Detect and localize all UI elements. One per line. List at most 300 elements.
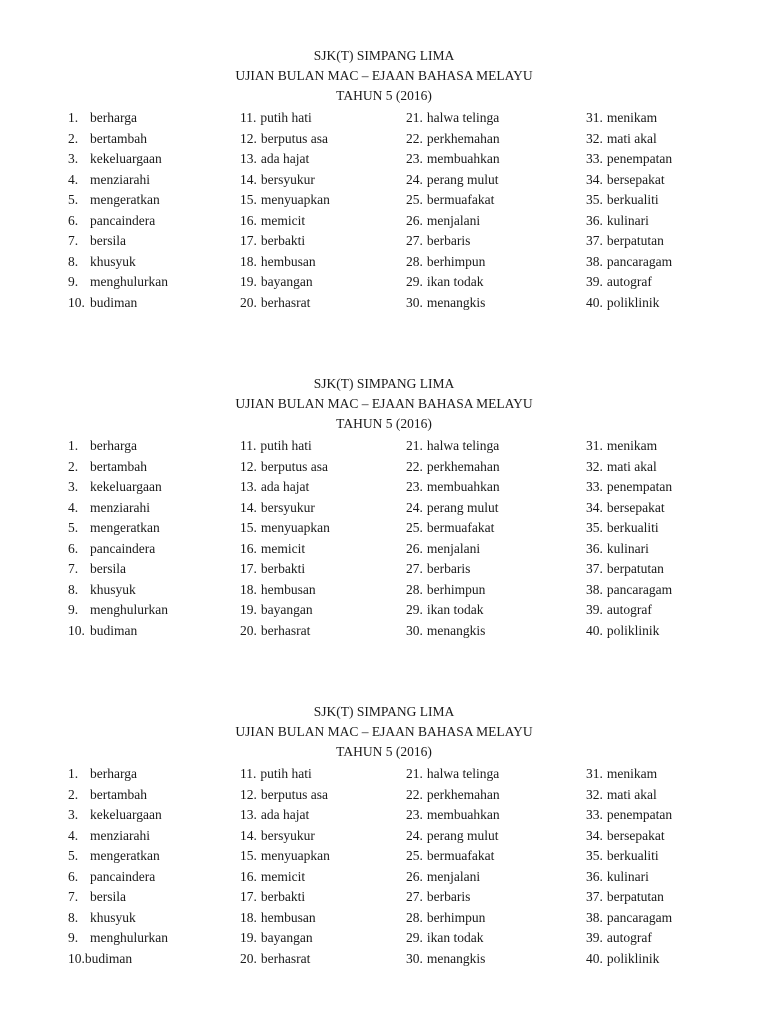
- spelling-word: bertambah: [90, 786, 147, 802]
- list-item: [68, 764, 137, 784]
- class-year: TAHUN 5 (2016): [336, 744, 432, 759]
- spelling-word: mati akal: [606, 786, 657, 802]
- spelling-word: ikan todak: [426, 930, 484, 945]
- spelling-word: berpatutan: [606, 561, 664, 576]
- list-item: [240, 867, 305, 887]
- list-item: [406, 498, 498, 518]
- spelling-word: autograf: [606, 930, 652, 945]
- spelling-word: berkualiti: [606, 848, 659, 863]
- list-item: [240, 272, 313, 292]
- item-number: 1.: [68, 766, 79, 781]
- item-number: 40.: [586, 622, 603, 638]
- item-number: 5.: [68, 848, 79, 863]
- list-item: [240, 826, 315, 846]
- list-item: [240, 928, 313, 948]
- item-number: 6.: [68, 868, 79, 884]
- item-number: 10.: [68, 294, 85, 310]
- item-number: 4.: [68, 171, 79, 187]
- item-number: 18.: [240, 909, 257, 925]
- spelling-word: menjalani: [426, 212, 481, 228]
- item-number: 32.: [586, 786, 603, 802]
- spelling-word: mati akal: [606, 130, 657, 146]
- spelling-word: pancaragam: [606, 909, 673, 925]
- spelling-word: budiman: [90, 622, 138, 638]
- item-number: 13.: [240, 807, 257, 822]
- spelling-word: pancaindera: [90, 212, 156, 228]
- spelling-word: memicit: [260, 868, 306, 884]
- spelling-word: halwa telinga: [426, 110, 500, 125]
- spelling-word: perang mulut: [426, 171, 499, 187]
- spelling-word: menjalani: [426, 868, 481, 884]
- spelling-word: ada hajat: [260, 807, 310, 822]
- list-item: [240, 252, 316, 272]
- list-item: [68, 211, 155, 231]
- item-number: 38.: [586, 581, 603, 597]
- spelling-word: berbaris: [426, 233, 471, 248]
- spelling-word: hembusan: [260, 581, 316, 597]
- item-number: 33.: [586, 479, 603, 494]
- list-item: [586, 211, 649, 231]
- spelling-word: penempatan: [606, 151, 673, 166]
- spelling-word: ada hajat: [260, 151, 310, 166]
- item-number: 29.: [406, 930, 423, 945]
- school-name: SJK(T) SIMPANG LIMA: [313, 376, 455, 391]
- list-item: [586, 108, 657, 128]
- list-item: [586, 908, 672, 928]
- item-number: 14.: [240, 171, 257, 187]
- list-item: [406, 908, 485, 928]
- list-item: [586, 498, 665, 518]
- item-number: 2.: [68, 458, 79, 474]
- spelling-word: menziarahi: [90, 171, 150, 187]
- spelling-word: ikan todak: [426, 274, 484, 289]
- spelling-word: poliklinik: [606, 622, 660, 638]
- spelling-word: membuahkan: [426, 807, 500, 822]
- spelling-word: berkualiti: [606, 192, 659, 207]
- list-item: [68, 600, 168, 620]
- list-item: [586, 949, 659, 969]
- spelling-word: pancaragam: [606, 253, 673, 269]
- list-item: [68, 518, 160, 538]
- item-number: 35.: [586, 520, 603, 535]
- spelling-word: menyuapkan: [260, 192, 330, 207]
- spelling-word: berputus asa: [260, 130, 328, 146]
- list-item: [240, 539, 305, 559]
- item-number: 34.: [586, 827, 603, 843]
- spelling-word: bertambah: [90, 130, 147, 146]
- list-item: [68, 231, 126, 251]
- list-item: [240, 436, 312, 456]
- list-item: [406, 129, 500, 149]
- list-item: [68, 457, 147, 477]
- spelling-word: bersyukur: [260, 171, 315, 187]
- list-item: [586, 887, 664, 907]
- item-number: 38.: [586, 253, 603, 269]
- item-number: 26.: [406, 540, 423, 556]
- spelling-word: bersila: [90, 233, 126, 248]
- item-number: 9.: [68, 602, 79, 617]
- spelling-word: kekeluargaan: [90, 479, 162, 494]
- spelling-word: menangkis: [426, 950, 486, 966]
- spelling-word: kulinari: [606, 540, 649, 556]
- item-number: 14.: [240, 827, 257, 843]
- item-number: 17.: [240, 889, 257, 904]
- item-number: 25.: [406, 848, 423, 863]
- spelling-word: halwa telinga: [426, 438, 500, 453]
- item-number: 6.: [68, 540, 79, 556]
- item-number: 19.: [240, 274, 257, 289]
- list-item: [240, 949, 310, 969]
- spelling-word: menghulurkan: [90, 602, 168, 617]
- spelling-word: berharga: [90, 766, 137, 781]
- list-item: [406, 826, 498, 846]
- item-number: 37.: [586, 889, 603, 904]
- list-item: [406, 149, 500, 169]
- item-number: 2.: [68, 130, 79, 146]
- item-number: 4.: [68, 827, 79, 843]
- list-item: [586, 293, 659, 313]
- item-number: 15.: [240, 848, 257, 863]
- list-item: [586, 518, 659, 538]
- spelling-word: budiman: [90, 294, 138, 310]
- item-number: 34.: [586, 499, 603, 515]
- item-number: 40.: [586, 294, 603, 310]
- spelling-word: putih hati: [260, 438, 312, 453]
- spelling-word: berbaris: [426, 561, 471, 576]
- item-number: 13.: [240, 479, 257, 494]
- list-item: [68, 621, 137, 641]
- item-number: 23.: [406, 479, 423, 494]
- item-number: 9.: [68, 274, 79, 289]
- spelling-word: menangkis: [426, 622, 486, 638]
- spelling-word: khusyuk: [90, 253, 136, 269]
- item-number: 21.: [406, 766, 423, 781]
- list-item: [240, 190, 330, 210]
- list-item: [586, 477, 672, 497]
- item-number: 19.: [240, 602, 257, 617]
- item-number: 3.: [68, 807, 79, 822]
- spelling-word: menghulurkan: [90, 274, 168, 289]
- list-item: [240, 149, 309, 169]
- spelling-word: menikam: [606, 438, 658, 453]
- item-number: 30.: [406, 950, 423, 966]
- spelling-word: kekeluargaan: [90, 151, 162, 166]
- list-item: [406, 600, 484, 620]
- list-item: [406, 621, 485, 641]
- item-number: 9.: [68, 930, 79, 945]
- list-item: [586, 170, 665, 190]
- item-number: 27.: [406, 561, 423, 576]
- spelling-word: perkhemahan: [426, 786, 500, 802]
- spelling-word: mati akal: [606, 458, 657, 474]
- spelling-word: budiman: [84, 950, 133, 966]
- item-number: 31.: [586, 766, 603, 781]
- item-number: 32.: [586, 458, 603, 474]
- spelling-word: khusyuk: [90, 581, 136, 597]
- list-item: [586, 272, 652, 292]
- list-item: [586, 928, 652, 948]
- spelling-word: bersila: [90, 561, 126, 576]
- list-item: [240, 887, 305, 907]
- spelling-word: pancaindera: [90, 540, 156, 556]
- list-item: [68, 826, 150, 846]
- item-number: 20.: [240, 294, 257, 310]
- item-number: 24.: [406, 499, 423, 515]
- item-number: 3.: [68, 479, 79, 494]
- spelling-word: menziarahi: [90, 827, 150, 843]
- spelling-word: mengeratkan: [90, 520, 160, 535]
- item-number: 7.: [68, 561, 79, 576]
- spelling-word: hembusan: [260, 909, 316, 925]
- list-item: [68, 170, 150, 190]
- item-number: 18.: [240, 581, 257, 597]
- spelling-word: khusyuk: [90, 909, 136, 925]
- list-item: [586, 559, 664, 579]
- spelling-word: berbakti: [260, 889, 306, 904]
- item-number: 8.: [68, 253, 79, 269]
- list-item: [68, 108, 137, 128]
- list-item: [68, 539, 155, 559]
- item-number: 39.: [586, 930, 603, 945]
- item-number: 24.: [406, 827, 423, 843]
- spelling-word: bersila: [90, 889, 126, 904]
- item-number: 36.: [586, 212, 603, 228]
- list-item: [406, 477, 500, 497]
- list-item: [240, 559, 305, 579]
- list-item: [68, 498, 150, 518]
- spelling-word: memicit: [260, 212, 306, 228]
- list-item: [406, 580, 485, 600]
- list-item: [406, 190, 494, 210]
- item-number: 37.: [586, 233, 603, 248]
- item-number: 10.: [68, 950, 85, 966]
- spelling-word: berharga: [90, 110, 137, 125]
- item-number: 15.: [240, 192, 257, 207]
- item-number: 15.: [240, 520, 257, 535]
- list-item: [406, 170, 498, 190]
- spelling-word: menikam: [606, 110, 658, 125]
- spelling-word: halwa telinga: [426, 766, 500, 781]
- list-item: [68, 559, 126, 579]
- list-item: [406, 867, 480, 887]
- item-number: 11.: [240, 438, 257, 453]
- item-number: 29.: [406, 602, 423, 617]
- item-number: 22.: [406, 786, 423, 802]
- spelling-word: autograf: [606, 274, 652, 289]
- item-number: 21.: [406, 438, 423, 453]
- exam-title: UJIAN BULAN MAC – EJAAN BAHASA MELAYU: [235, 724, 533, 739]
- item-number: 19.: [240, 930, 257, 945]
- spelling-word: kekeluargaan: [90, 807, 162, 822]
- item-number: 22.: [406, 130, 423, 146]
- spelling-word: bersyukur: [260, 827, 315, 843]
- item-number: 16.: [240, 868, 257, 884]
- spelling-word: mengeratkan: [90, 192, 160, 207]
- item-number: 20.: [240, 950, 257, 966]
- list-item: [586, 826, 665, 846]
- item-number: 10.: [68, 622, 85, 638]
- list-item: [240, 846, 330, 866]
- spelling-word: perkhemahan: [426, 458, 500, 474]
- class-year: TAHUN 5 (2016): [336, 88, 432, 103]
- spelling-word: menyuapkan: [260, 848, 330, 863]
- item-number: 40.: [586, 950, 603, 966]
- item-number: 14.: [240, 499, 257, 515]
- spelling-word: berbaris: [426, 889, 471, 904]
- spelling-word: penempatan: [606, 807, 673, 822]
- item-number: 29.: [406, 274, 423, 289]
- class-year: TAHUN 5 (2016): [336, 416, 432, 431]
- spelling-word: bermuafakat: [426, 520, 495, 535]
- item-number: 38.: [586, 909, 603, 925]
- item-number: 7.: [68, 889, 79, 904]
- list-item: [406, 252, 485, 272]
- item-number: 1.: [68, 438, 79, 453]
- item-number: 17.: [240, 561, 257, 576]
- item-number: 36.: [586, 868, 603, 884]
- spelling-word: berkualiti: [606, 520, 659, 535]
- list-item: [406, 539, 480, 559]
- list-item: [68, 805, 162, 825]
- list-item: [240, 457, 328, 477]
- spelling-word: menziarahi: [90, 499, 150, 515]
- list-item: [240, 477, 309, 497]
- item-number: 5.: [68, 520, 79, 535]
- spelling-word: berhasrat: [260, 950, 311, 966]
- item-number: 31.: [586, 438, 603, 453]
- spelling-word: autograf: [606, 602, 652, 617]
- list-item: [586, 457, 657, 477]
- spelling-word: menghulurkan: [90, 930, 168, 945]
- list-item: [68, 149, 162, 169]
- item-number: 6.: [68, 212, 79, 228]
- list-item: [406, 764, 499, 784]
- spelling-word: menangkis: [426, 294, 486, 310]
- item-number: 13.: [240, 151, 257, 166]
- spelling-word: membuahkan: [426, 151, 500, 166]
- item-number: 35.: [586, 192, 603, 207]
- list-item: [586, 231, 664, 251]
- spelling-word: putih hati: [260, 766, 312, 781]
- spelling-word: berhimpun: [426, 909, 486, 925]
- spelling-word: berbakti: [260, 233, 306, 248]
- spelling-word: perkhemahan: [426, 130, 500, 146]
- spelling-word: poliklinik: [606, 294, 660, 310]
- list-item: [68, 272, 168, 292]
- list-item: [240, 170, 315, 190]
- list-item: [240, 785, 328, 805]
- spelling-word: menyuapkan: [260, 520, 330, 535]
- list-item: [406, 293, 485, 313]
- spelling-word: pancaragam: [606, 581, 673, 597]
- spelling-word: perang mulut: [426, 499, 499, 515]
- item-number: 28.: [406, 909, 423, 925]
- item-number: 30.: [406, 622, 423, 638]
- spelling-word: hembusan: [260, 253, 316, 269]
- list-item: [586, 252, 672, 272]
- spelling-word: pancaindera: [90, 868, 156, 884]
- list-item: [586, 539, 649, 559]
- list-item: [586, 149, 672, 169]
- spelling-word: bersepakat: [606, 499, 665, 515]
- list-item: [240, 231, 305, 251]
- list-item: [586, 600, 652, 620]
- item-number: 24.: [406, 171, 423, 187]
- list-item: [68, 887, 126, 907]
- list-item: [240, 621, 310, 641]
- list-item: [68, 190, 160, 210]
- list-item: [586, 190, 659, 210]
- item-number: 30.: [406, 294, 423, 310]
- spelling-word: menikam: [606, 766, 658, 781]
- list-item: [406, 887, 470, 907]
- spelling-word: ada hajat: [260, 479, 310, 494]
- exam-title: UJIAN BULAN MAC – EJAAN BAHASA MELAYU: [235, 396, 533, 411]
- item-number: 27.: [406, 233, 423, 248]
- item-number: 4.: [68, 499, 79, 515]
- item-number: 36.: [586, 540, 603, 556]
- spelling-word: poliklinik: [606, 950, 660, 966]
- item-number: 33.: [586, 807, 603, 822]
- school-name: SJK(T) SIMPANG LIMA: [313, 48, 455, 63]
- list-item: [68, 846, 160, 866]
- spelling-word: kulinari: [606, 212, 649, 228]
- item-number: 12.: [240, 458, 257, 474]
- spelling-word: memicit: [260, 540, 306, 556]
- item-number: 39.: [586, 602, 603, 617]
- list-item: [586, 867, 649, 887]
- item-number: 27.: [406, 889, 423, 904]
- spelling-word: berharga: [90, 438, 137, 453]
- list-item: [406, 785, 500, 805]
- spelling-word: berhimpun: [426, 253, 486, 269]
- list-item: [586, 436, 657, 456]
- list-item: [68, 785, 147, 805]
- exam-title: UJIAN BULAN MAC – EJAAN BAHASA MELAYU: [235, 68, 533, 83]
- spelling-word: putih hati: [260, 110, 312, 125]
- spelling-word: berpatutan: [606, 233, 664, 248]
- item-number: 25.: [406, 192, 423, 207]
- list-item: [68, 293, 137, 313]
- item-number: 23.: [406, 807, 423, 822]
- spelling-word: menjalani: [426, 540, 481, 556]
- list-item: [240, 908, 316, 928]
- item-number: 35.: [586, 848, 603, 863]
- list-item: [406, 436, 499, 456]
- list-item: [586, 621, 659, 641]
- item-number: 1.: [68, 110, 79, 125]
- list-item: [68, 252, 136, 272]
- spelling-word: mengeratkan: [90, 848, 160, 863]
- spelling-word: berhasrat: [260, 622, 311, 638]
- item-number: 11.: [240, 110, 257, 125]
- item-number: 12.: [240, 786, 257, 802]
- list-item: [68, 436, 137, 456]
- list-item: [68, 949, 132, 969]
- spelling-word: berbakti: [260, 561, 306, 576]
- item-number: 23.: [406, 151, 423, 166]
- list-item: [586, 805, 672, 825]
- item-number: 26.: [406, 212, 423, 228]
- spelling-word: berhimpun: [426, 581, 486, 597]
- item-number: 3.: [68, 151, 79, 166]
- spelling-word: bermuafakat: [426, 192, 495, 207]
- spelling-word: perang mulut: [426, 827, 499, 843]
- item-number: 39.: [586, 274, 603, 289]
- list-item: [586, 785, 657, 805]
- list-item: [586, 580, 672, 600]
- spelling-word: bersepakat: [606, 827, 665, 843]
